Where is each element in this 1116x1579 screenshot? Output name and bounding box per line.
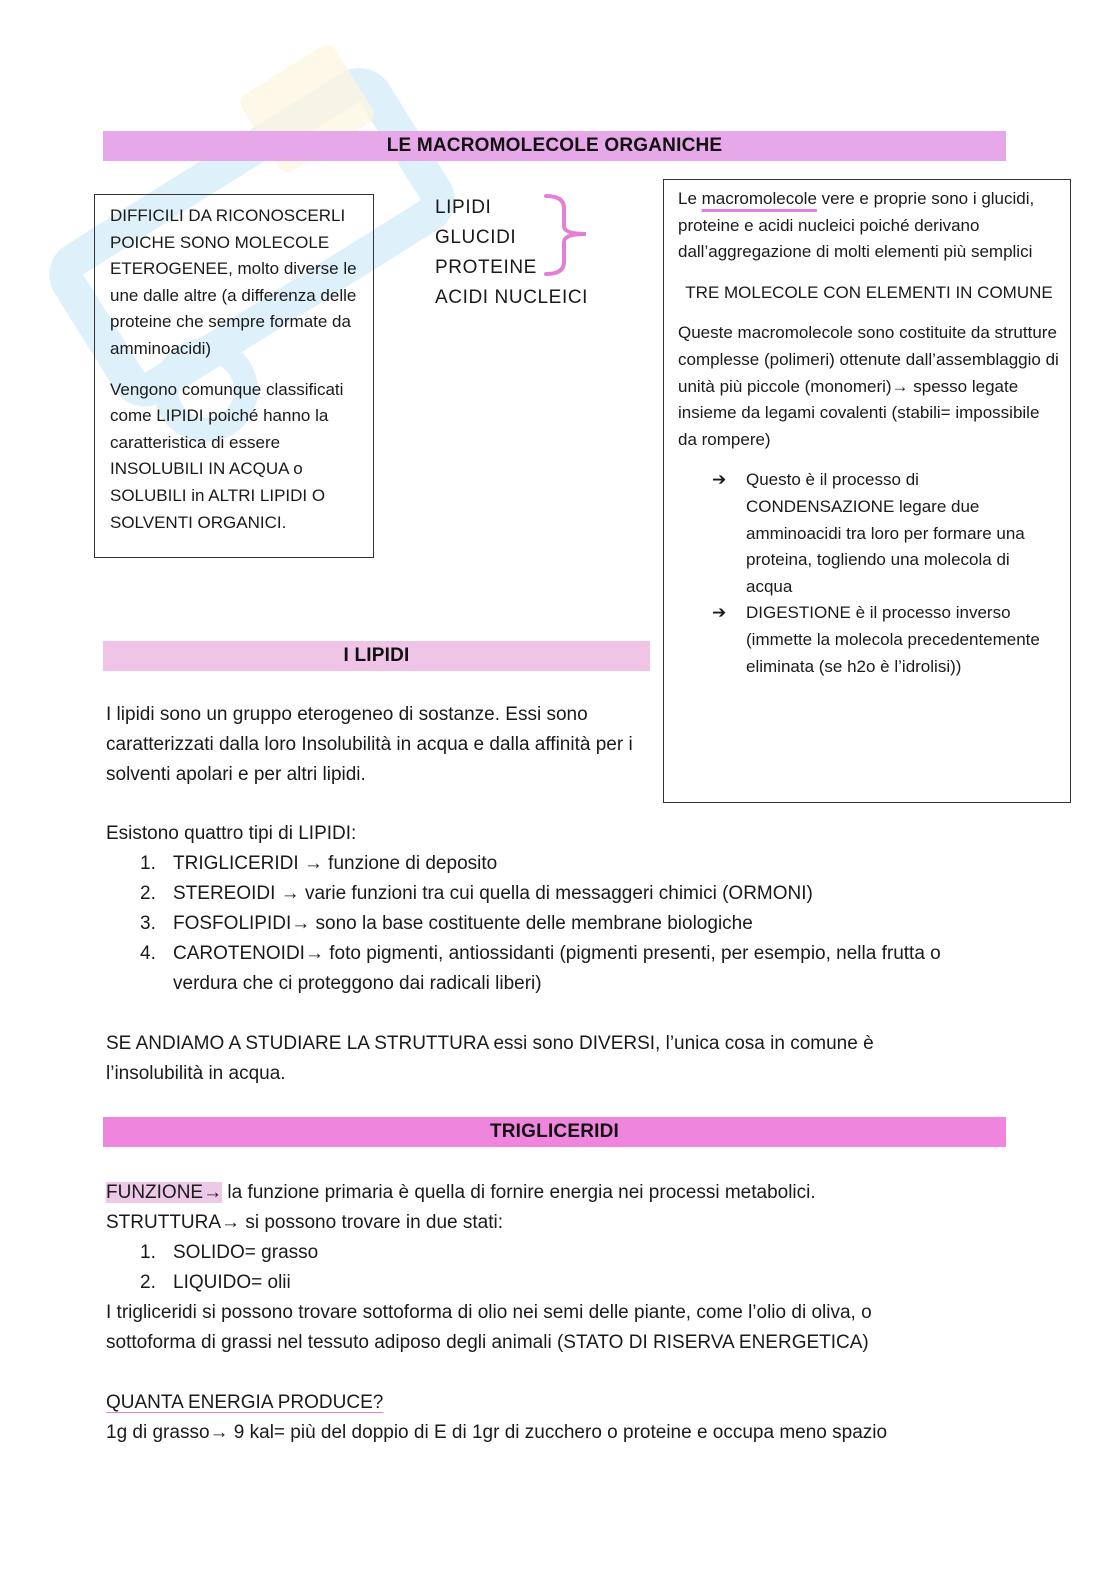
arrow-right-icon: ➔ <box>712 470 727 490</box>
list-number: 1. <box>140 1242 156 1263</box>
paragraph: I trigliceridi si possono trovare sottoforma di olio nei semi delle piante, come l’olio di oliva, o sottoforma di grassi nel tessuto adiposo degli animali (STATO DI RISERVA ENERGETICA) <box>106 1302 872 1353</box>
list-item <box>106 879 996 909</box>
list-item <box>106 909 996 939</box>
energy-question <box>106 1388 966 1418</box>
list-item <box>106 939 996 999</box>
paragraph: Esistono quattro tipi di LIPIDI: <box>106 823 357 844</box>
right-note-paragraph-3: Queste macromolecole sono costituite da strutture complesse (polimeri) ottenute dall’assemblaggio di unità più piccole (monomeri)→ spesso legate insieme da legami covalenti (stabili= impossibile da rompere) <box>678 323 1059 449</box>
section-heading-lipidi: I LIPIDI <box>103 641 650 671</box>
list-item-text: TRIGLICERIDI → funzione di deposito <box>173 853 498 874</box>
states-list <box>106 1238 966 1298</box>
list-item-text: SOLIDO= grasso <box>173 1242 319 1263</box>
text-fragment: vere e proprie sono i glucidi, proteine e acidi nucleici poiché derivano dall’aggregazione di molti elementi più semplici <box>678 189 1035 262</box>
list-item-text: STEREOIDI → varie funzioni tra cui quella di messaggeri chimici (ORMONI) <box>173 883 813 904</box>
section-heading-trigliceridi: TRIGLICERIDI <box>103 1117 1006 1147</box>
list-number: 3. <box>140 913 156 934</box>
paragraph: I lipidi sono un gruppo eterogeneo di sostanze. Essi sono caratterizzati dalla loro Insolubilità in acqua e dalla affinità per i solventi apolari e per altri lipidi. <box>106 704 633 785</box>
lipidi-types-section <box>106 819 996 999</box>
list-item-text: DIGESTIONE è il processo inverso (immette la molecola precedentemente eliminata (se h2o è l’idrolisi)) <box>746 603 1040 676</box>
page-title: LE MACROMOLECOLE ORGANICHE <box>103 131 1006 161</box>
list-number: 1. <box>140 853 156 874</box>
lipidi-types-list <box>106 849 996 999</box>
funzione-label: FUNZIONE→ <box>106 1182 223 1203</box>
list-item: GLUCIDI <box>435 227 517 248</box>
list-item: ACIDI NUCLEICI <box>435 287 589 308</box>
curly-bracket-icon <box>540 192 590 278</box>
struttura-line: STRUTTURA→ si possono trovare in due stati: <box>106 1212 504 1233</box>
list-item-text: Questo è il processo di CONDENSAZIONE legare due amminoacidi tra loro per formare una proteina, togliendo una molecola di acqua <box>746 470 1025 596</box>
paragraph: SE ANDIAMO A STUDIARE LA STRUTTURA essi sono DIVERSI, l’unica cosa in comune è l’insolubilità in acqua. <box>106 1033 874 1084</box>
underlined-question: QUANTA ENERGIA PRODUCE? <box>106 1392 384 1413</box>
underlined-term: macromolecole <box>701 189 817 208</box>
list-item <box>712 467 1060 600</box>
arrow-right-icon: ➔ <box>712 603 727 623</box>
energy-answer: 1g di grasso→ 9 kal= più del doppio di E di 1gr di zucchero o proteine e occupa meno spazio <box>106 1422 888 1443</box>
list-number: 2. <box>140 883 156 904</box>
left-note-box <box>94 194 374 558</box>
right-note-paragraph-1 <box>678 186 1060 266</box>
list-item <box>106 849 996 879</box>
trigliceridi-section <box>106 1178 966 1448</box>
left-note-paragraph-1: DIFFICILI DA RICONOSCERLI POICHE SONO MOLECOLE ETEROGENEE, molto diverse le une dalle altre (a differenza delle proteine che sempre formate da amminoacidi) <box>110 206 357 358</box>
list-item-text: LIQUIDO= olii <box>173 1272 291 1293</box>
funzione-text: la funzione primaria è quella di fornire energia nei processi metabolici. <box>222 1182 816 1203</box>
list-number: 2. <box>140 1272 156 1293</box>
list-item-text: CAROTENOIDI→ foto pigmenti, antiossidanti (pigmenti presenti, per esempio, nella frutta o verdura che ci proteggono dai radicali liberi) <box>173 943 941 994</box>
funzione-line <box>106 1178 966 1208</box>
arrow-list <box>678 467 1060 680</box>
list-item <box>106 1238 966 1268</box>
list-item: LIPIDI <box>435 197 492 218</box>
right-note-box <box>663 179 1071 803</box>
lipidi-intro <box>106 700 641 790</box>
left-note-paragraph-2: Vengono comunque classificati come LIPIDI poiché hanno la caratteristica di essere INSOLUBILI IN ACQUA o SOLUBILI in ALTRI LIPIDI O SOLVENTI ORGANICI. <box>110 379 344 532</box>
list-item-text: FOSFOLIPIDI→ sono la base costituente delle membrane biologiche <box>173 913 753 934</box>
right-note-subtitle: TRE MOLECOLE CON ELEMENTI IN COMUNE <box>685 282 1053 302</box>
list-item: PROTEINE <box>435 257 537 278</box>
text-fragment: Le <box>678 189 702 208</box>
list-item <box>712 600 1060 680</box>
list-item <box>106 1268 966 1298</box>
lipidi-structure <box>106 1029 906 1089</box>
list-number: 4. <box>140 943 156 964</box>
